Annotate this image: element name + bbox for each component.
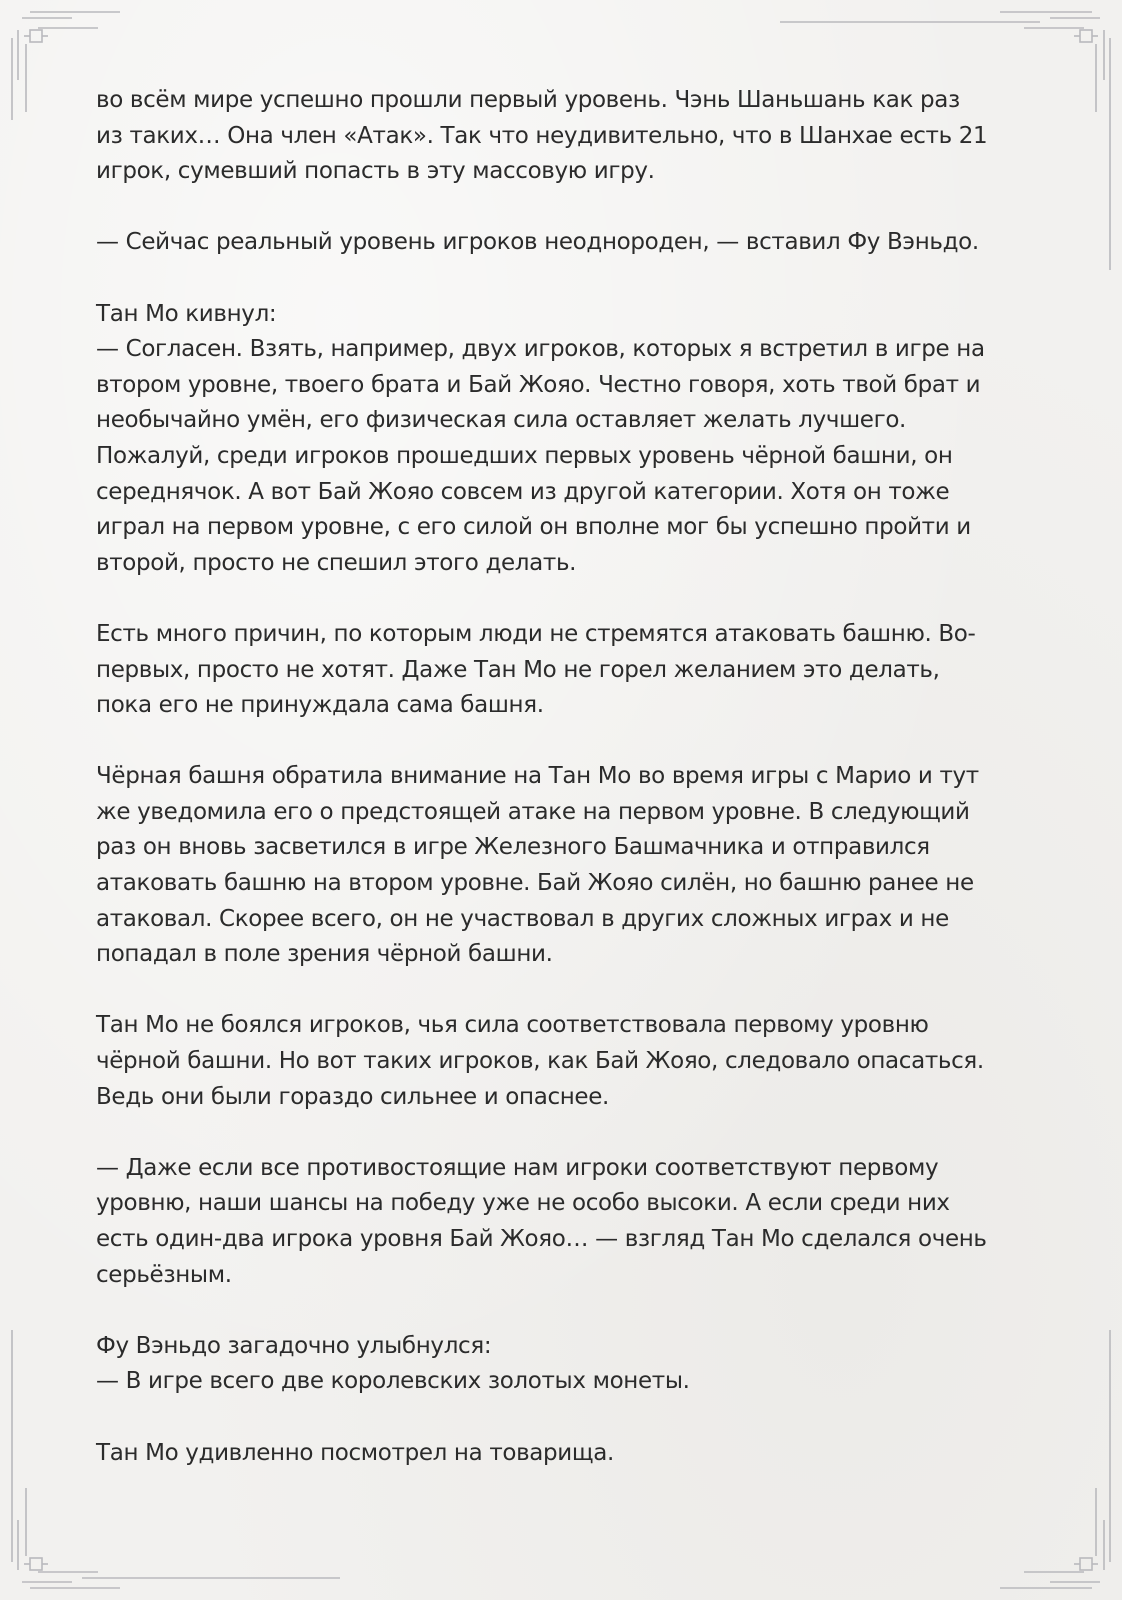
text-line: — Сейчас реальный уровень игроков неоднороден, — вставил Фу Вэньдо. bbox=[96, 229, 979, 256]
text-line: попадал в поле зрения чёрной башни. bbox=[96, 941, 553, 968]
text-line: игрок, сумевший попасть в эту массовую игру. bbox=[96, 158, 655, 185]
text-line: необычайно умён, его физическая сила оставляет желать лучшего. bbox=[96, 407, 907, 434]
text-line: же уведомила его о предстоящей атаке на первом уровне. В следующий bbox=[96, 798, 970, 825]
paragraph bbox=[96, 225, 1026, 261]
text-line: из таких… Она член «Атак». Так что неудивительно, что в Шанхае есть 21 bbox=[96, 122, 988, 149]
text-line: атаковать башню на втором уровне. Бай Жояо силён, но башню ранее не bbox=[96, 870, 974, 897]
text-line: Есть много причин, по которым люди не стремятся атаковать башню. Во- bbox=[96, 620, 976, 647]
text-line: Тан Мо кивнул: bbox=[96, 300, 277, 327]
text-line: чёрной башни. Но вот таких игроков, как Бай Жояо, следовало опасаться. bbox=[96, 1048, 984, 1075]
paragraph bbox=[96, 297, 1026, 582]
text-line: Тан Мо не боялся игроков, чья сила соответствовала первому уровню bbox=[96, 1012, 929, 1039]
paragraph bbox=[96, 83, 1026, 190]
text-line: атаковал. Скорее всего, он не участвовал в других сложных играх и не bbox=[96, 905, 949, 932]
text-line: Чёрная башня обратила внимание на Тан Мо во время игры с Марио и тут bbox=[96, 763, 979, 790]
paragraph bbox=[96, 1329, 1026, 1400]
text-line: первых, просто не хотят. Даже Тан Мо не горел желанием это делать, bbox=[96, 656, 940, 683]
text-line: Фу Вэньдо загадочно улыбнулся: bbox=[96, 1332, 492, 1359]
paragraph bbox=[96, 617, 1026, 724]
text-line: играл на первом уровне, с его силой он вполне мог бы успешно пройти и bbox=[96, 514, 971, 541]
text-line: есть один-два игрока уровня Бай Жояо… — взгляд Тан Мо сделался очень bbox=[96, 1226, 987, 1252]
text-line: — Согласен. Взять, например, двух игроков, которых я встретил в игре на bbox=[96, 336, 985, 363]
paragraph bbox=[96, 1008, 1026, 1115]
text-line: Тан Мо удивленно посмотрел на товарища. bbox=[96, 1439, 614, 1466]
text-line: во всём мире успешно прошли первый уровень. Чэнь Шаньшань как раз bbox=[96, 87, 960, 113]
text-line: второй, просто не спешил этого делать. bbox=[96, 549, 577, 576]
text-line: — Даже если все противостоящие нам игроки соответствуют первому bbox=[96, 1154, 939, 1181]
paragraph bbox=[96, 759, 1026, 973]
text-line: — В игре всего две королевских золотых монеты. bbox=[96, 1368, 690, 1395]
paragraph bbox=[96, 1151, 1026, 1293]
chapter-text bbox=[96, 83, 1026, 1507]
paragraph bbox=[96, 1436, 1026, 1472]
text-line: пока его не принуждала сама башня. bbox=[96, 692, 544, 719]
text-line: середнячок. А вот Бай Жояо совсем из другой категории. Хотя он тоже bbox=[96, 478, 950, 505]
text-line: втором уровне, твоего брата и Бай Жояо. Честно говоря, хоть твой брат и bbox=[96, 371, 981, 398]
text-line: раз он вновь засветился в игре Железного Башмачника и отправился bbox=[96, 834, 930, 861]
text-line: Пожалуй, среди игроков прошедших первых уровень чёрной башни, он bbox=[96, 442, 953, 469]
text-line: серьёзным. bbox=[96, 1261, 232, 1288]
text-line: Ведь они были гораздо сильнее и опаснее. bbox=[96, 1083, 609, 1110]
text-line: уровню, наши шансы на победу уже не особо высоки. А если среди них bbox=[96, 1190, 950, 1217]
